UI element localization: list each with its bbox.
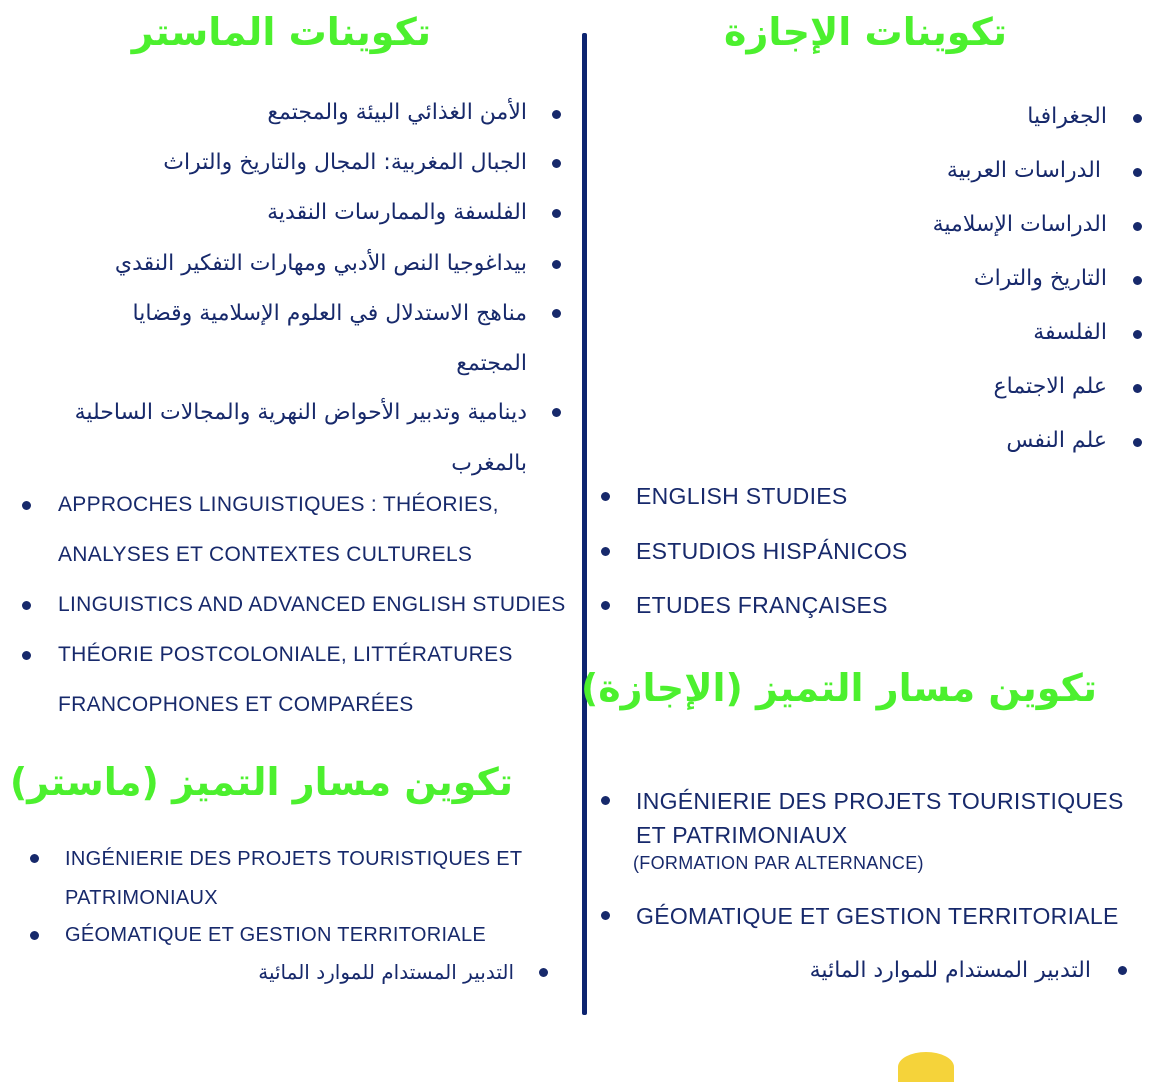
master-item: الجبال المغربية: المجال والتاريخ والتراث [163, 150, 527, 175]
master-item: الأمن الغذائي البيئة والمجتمع [267, 100, 527, 125]
bullet-icon [552, 309, 561, 318]
bullet-icon [22, 651, 31, 660]
bullet-icon [601, 911, 610, 920]
master-excellence-item: التدبير المستدام للموارد المائية [258, 960, 514, 984]
licence-item: الجغرافيا [1027, 104, 1107, 129]
licence-item: الدراسات العربية [946, 158, 1101, 183]
licence-item: علم النفس [1006, 428, 1107, 453]
licence-item: التاريخ والتراث [973, 266, 1107, 291]
bullet-icon [1133, 330, 1142, 339]
master-lang-item: ANALYSES ET CONTEXTES CULTURELS [58, 543, 473, 566]
column-divider [582, 33, 587, 1015]
bullet-icon [539, 968, 548, 977]
bullet-icon [552, 408, 561, 417]
master-item: بيداغوجيا النص الأدبي ومهارات التفكير النقدي [114, 251, 527, 276]
bullet-icon [552, 209, 561, 218]
master-title: تكوينات الماستر [131, 10, 431, 54]
licence-excellence-title: تكوين مسار التميز (الإجازة) [580, 666, 1097, 710]
master-item: المجتمع [456, 351, 527, 376]
master-item: مناهج الاستدلال في العلوم الإسلامية وقضايا [132, 301, 527, 326]
bullet-icon [30, 931, 39, 940]
bullet-icon [552, 260, 561, 269]
bullet-icon [22, 601, 31, 610]
bullet-icon [601, 601, 610, 610]
master-item: بالمغرب [451, 451, 527, 476]
master-item: الفلسفة والممارسات النقدية [267, 200, 527, 225]
licence-excellence-note: (FORMATION PAR ALTERNANCE) [633, 853, 924, 873]
master-lang-item: APPROCHES LINGUISTIQUES : THÉORIES, [58, 493, 499, 516]
bullet-icon [552, 159, 561, 168]
licence-item: الدراسات الإسلامية [932, 212, 1107, 237]
logo-fragment-icon [898, 1052, 954, 1082]
master-lang-item: THÉORIE POSTCOLONIALE, LITTÉRATURES [58, 643, 513, 666]
master-excellence-item: INGÉNIERIE DES PROJETS TOURISTIQUES ET [65, 848, 523, 870]
licence-item: علم الاجتماع [993, 374, 1107, 399]
bullet-icon [1133, 168, 1142, 177]
licence-title: تكوينات الإجازة [724, 10, 1007, 54]
licence-excellence-item: التدبير المستدام للموارد المائية [809, 958, 1091, 983]
bullet-icon [601, 796, 610, 805]
master-lang-item: LINGUISTICS AND ADVANCED ENGLISH STUDIES [58, 593, 566, 616]
licence-item: الفلسفة [1033, 320, 1107, 345]
master-excellence-item: GÉOMATIQUE ET GESTION TERRITORIALE [65, 924, 487, 946]
licence-lang-item: ETUDES FRANÇAISES [636, 592, 888, 618]
master-lang-item: FRANCOPHONES ET COMPARÉES [58, 693, 414, 716]
bullet-icon [1133, 384, 1142, 393]
master-excellence-title: تكوين مسار التميز (ماستر) [9, 760, 513, 804]
bullet-icon [1118, 966, 1127, 975]
bullet-icon [552, 110, 561, 119]
licence-excellence-item: ET PATRIMONIAUX [636, 822, 848, 848]
master-item: دينامية وتدبير الأحواض النهرية والمجالات الساحلية [74, 400, 527, 425]
bullet-icon [1133, 438, 1142, 447]
bullet-icon [1133, 222, 1142, 231]
licence-lang-item: ENGLISH STUDIES [636, 483, 848, 509]
licence-lang-item: ESTUDIOS HISPÁNICOS [636, 538, 908, 564]
bullet-icon [1133, 276, 1142, 285]
bullet-icon [22, 501, 31, 510]
master-excellence-item: PATRIMONIAUX [65, 887, 218, 909]
bullet-icon [30, 854, 39, 863]
licence-excellence-item: INGÉNIERIE DES PROJETS TOURISTIQUES [636, 788, 1124, 814]
bullet-icon [601, 492, 610, 501]
bullet-icon [1133, 114, 1142, 123]
licence-excellence-item: GÉOMATIQUE ET GESTION TERRITORIALE [636, 903, 1119, 929]
bullet-icon [601, 547, 610, 556]
